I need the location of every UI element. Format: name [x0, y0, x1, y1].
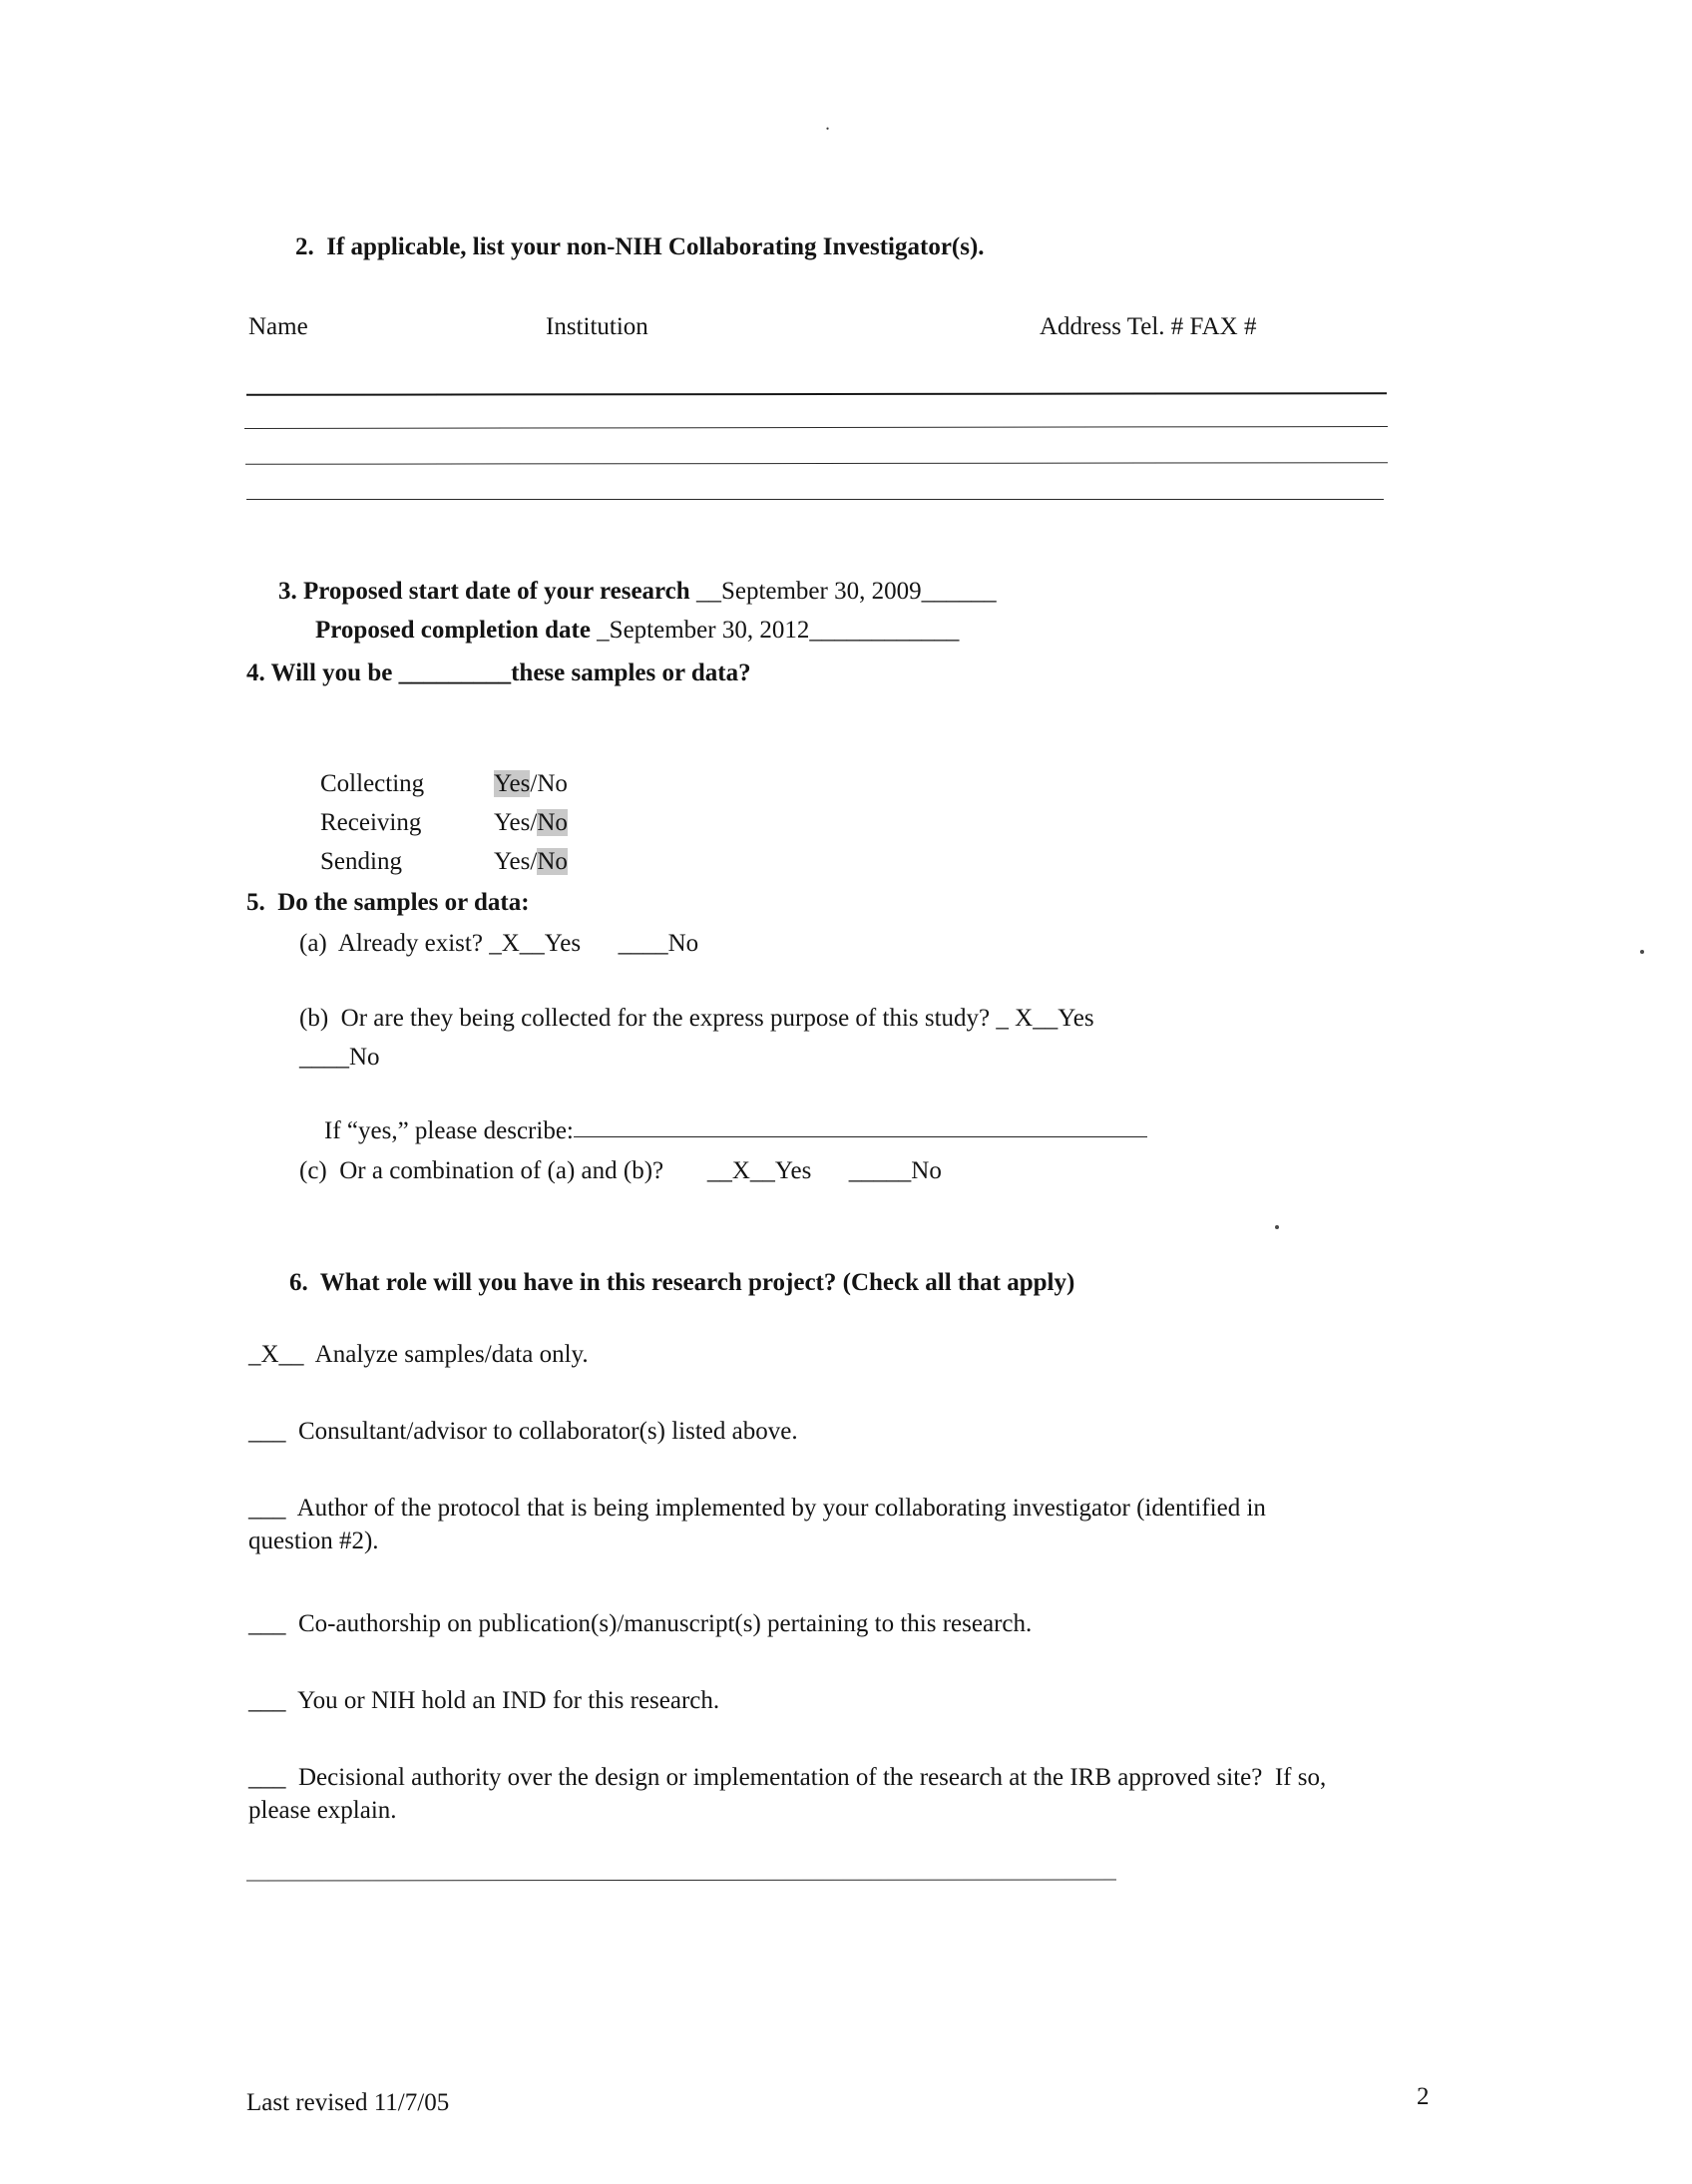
q6-item-decisional: ___ Decisional authority over the design or implementation of the research at the IRB approved site? If so, please explain. [248, 1764, 1333, 1824]
q4-option-separator: / [530, 808, 538, 836]
q4-no-option: No [537, 847, 568, 875]
q3-completion-value: _September 30, 2012____________ [597, 616, 960, 644]
q6-heading: 6. What role will you have in this research project? (Check all that apply) [289, 1269, 1075, 1296]
table-ruled-line [245, 462, 1388, 465]
scan-artifact-mark: · [822, 118, 833, 141]
q4-no-option: No [537, 769, 568, 797]
q3-completion-label: Proposed completion date [315, 616, 598, 644]
q5-item-b-line1: (b) Or are they being collected for the express purpose of this study? _ X__Yes [299, 1005, 1094, 1032]
q5-item-c: (c) Or a combination of (a) and (b)? __X__Yes _____No [299, 1157, 942, 1184]
table-ruled-line [246, 392, 1387, 396]
q4-row-label: Receiving [320, 808, 422, 836]
q3-start-value: __September 30, 2009______ [695, 577, 997, 605]
table-header-address: Address Tel. # FAX # [1040, 313, 1257, 340]
q2-heading: 2. If applicable, list your non-NIH Collaborating Investigator(s). [295, 233, 985, 260]
q6-item-author: ___ Author of the protocol that is being implemented by your collaborating investigator (identified in question #2). [248, 1495, 1273, 1554]
q5-heading: 5. Do the samples or data: [246, 889, 530, 916]
q4-yes-option: Yes [494, 847, 531, 875]
q4-option-separator: / [530, 847, 538, 875]
q6-item-consultant: ___ Consultant/advisor to collaborator(s) listed above. [248, 1418, 798, 1445]
footer-page-number: 2 [1417, 2083, 1430, 2110]
q3-start-label: 3. Proposed start date of your research [278, 577, 696, 605]
q5-describe-blank-line [574, 1113, 1147, 1138]
table-header-institution: Institution [546, 313, 648, 340]
q4-no-option: No [537, 808, 568, 836]
q4-row-label: Sending [320, 847, 402, 875]
q4-yes-option: Yes [494, 808, 531, 836]
q4-row-label: Collecting [320, 769, 425, 797]
q6-item-ind: ___ You or NIH hold an IND for this research. [248, 1687, 720, 1714]
q6-item-coauthorship: ___ Co-authorship on publication(s)/manuscript(s) pertaining to this research. [248, 1610, 1033, 1637]
table-ruled-line [244, 426, 1388, 429]
q5-item-b-no: ____No [299, 1044, 380, 1071]
q5-describe-label: If “yes,” please describe: [324, 1116, 574, 1144]
footer-revision: Last revised 11/7/05 [246, 2089, 450, 2116]
q4-yes-option: Yes [494, 769, 531, 797]
q4-heading: 4. Will you be _________these samples or data? [246, 659, 751, 686]
q6-answer-blank-line [246, 1880, 1116, 1882]
table-header-name: Name [248, 313, 308, 340]
q6-item-analyze: _X__ Analyze samples/data only. [248, 1341, 589, 1368]
q5-item-a: (a) Already exist? _X__Yes ____No [299, 930, 699, 957]
q4-option-separator: / [530, 769, 538, 797]
scan-speck [1640, 950, 1644, 954]
scan-speck [1275, 1225, 1279, 1229]
table-ruled-line [246, 499, 1384, 500]
